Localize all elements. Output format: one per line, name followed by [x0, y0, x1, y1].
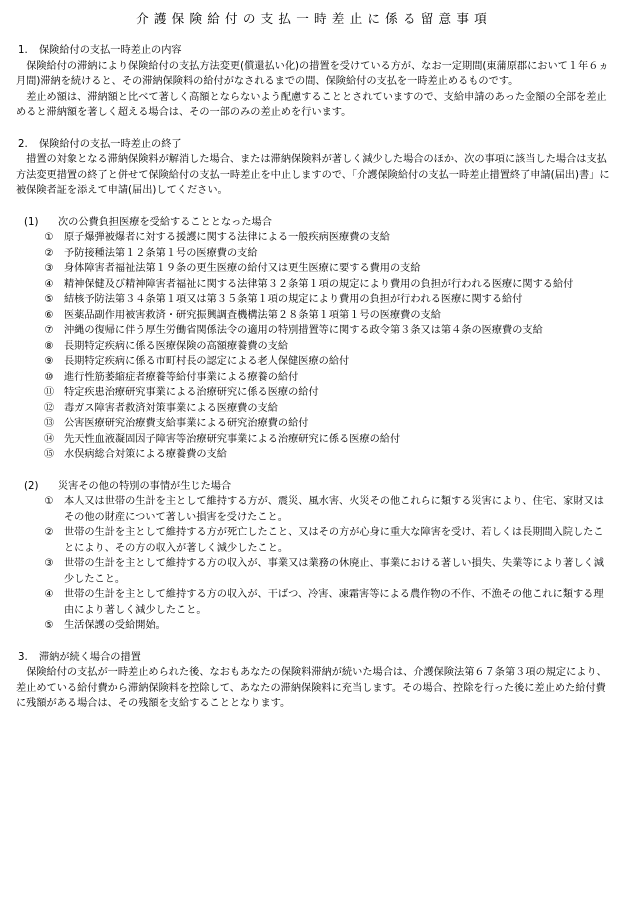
- list-item-text: 原子爆弾被爆者に対する援護に関する法律による一般疾病医療費の支給: [64, 232, 390, 243]
- list-item-text: 毒ガス障害者救済対策事業による医療費の支給: [64, 402, 278, 414]
- subsection-2-number: (2): [24, 480, 39, 492]
- section-3-number: 3.: [18, 651, 28, 663]
- list-item: [40, 385, 612, 401]
- list-item: [40, 308, 612, 324]
- subsection-1-number: (1): [24, 216, 39, 228]
- list-item-marker: ④: [44, 278, 54, 290]
- list-item-marker: ②: [44, 527, 54, 538]
- list-item-text: 本人又は世帯の生計を主として維持する方が、震災、風水害、火災その他これらに類する災害により、住宅、家財又はその他の財産について著しい損害を受けたこと。: [64, 496, 604, 523]
- subsection-1-heading: [24, 215, 612, 231]
- subsection-2-title: 災害その他の特別の事情が生じた場合: [58, 480, 232, 492]
- list-item-marker: ③: [44, 263, 54, 274]
- list-item: [40, 354, 612, 370]
- list-item-marker: ①: [44, 496, 54, 507]
- list-item-text: 世帯の生計を主として維持する方の収入が、事業又は業務の休廃止、事業における著しい損失、失業等により著しく減少したこと。: [64, 558, 604, 585]
- list-item: [40, 370, 612, 386]
- list-item: [40, 494, 612, 525]
- section-1-paragraph-2: 差止め額は、滞納額と比べて著しく高額とならないよう配慮することとされていますので、支給申請のあった金額の全部を差止めると滞納額を著しく超える場合は、その一部のみの差止めを行います。: [16, 91, 607, 118]
- subsection-1-title: 次の公費負担医療を受給することとなった場合: [58, 216, 272, 228]
- list-item-marker: ⑤: [44, 620, 54, 631]
- list-item: [40, 277, 612, 293]
- list-item-text: 身体障害者福祉法第１９条の更生医療の給付又は更生医療に要する費用の支給: [64, 263, 421, 274]
- list-item: [40, 525, 612, 556]
- list-item-marker: ⑦: [44, 325, 54, 336]
- list-item-text: 特定疾患治療研究事業による治療研究に係る医療の給付: [64, 387, 319, 398]
- section-1-number: 1.: [18, 45, 28, 56]
- list-item: [40, 339, 612, 355]
- list-item: [40, 432, 612, 448]
- list-item-marker: ⑥: [44, 309, 54, 321]
- list-item: [40, 292, 612, 308]
- list-item-text: 沖縄の復帰に伴う厚生労働省関係法令の適用の特別措置等に関する政令第３条又は第４条の医療費の支給: [64, 325, 543, 336]
- list-item-marker: ③: [44, 558, 54, 569]
- document-title: 介護保険給付の支払一時差止に係る留意事項: [136, 11, 492, 26]
- section-3-paragraph-1: 保険給付の支払が一時差止められた後、なおもあなたの保険料滞納が続いた場合は、介護保険法第６７条第３項の規定により、差止めている給付費から滞納保険料を控除して、あなたの滞納保険料に充当します。その場合、控除を行った後に差止めた給付費に残額がある場合は、その残額を支給することとなります。: [16, 667, 607, 709]
- list-item-marker: ④: [44, 589, 54, 600]
- list-item-text: 長期特定疾病に係る市町村長の認定による老人保健医療の給付: [64, 356, 350, 367]
- section-1-heading: [16, 43, 612, 59]
- list-item-marker: ⑨: [44, 356, 54, 367]
- list-item-marker: ⑫: [43, 402, 55, 414]
- list-item-text: 結核予防法第３４条第１項又は第３５条第１項の規定により費用の負担が行われる医療に関する給付: [64, 294, 523, 305]
- list-item-marker: ⑭: [43, 433, 55, 445]
- list-item-marker: ⑤: [44, 294, 54, 305]
- list-item: [40, 401, 612, 417]
- list-item-text: 予防接種法第１２条第１号の医療費の支給: [64, 247, 258, 259]
- list-item: [40, 447, 612, 463]
- section-1-title: 保険給付の支払一時差止の内容: [39, 45, 182, 56]
- section-2-number: 2.: [18, 138, 28, 150]
- list-item: [40, 246, 612, 262]
- section-1-paragraph-1: 保険給付の滞納により保険給付の支払方法変更(償還払い化)の措置を受けている方が、なお一定期間(東蒲原郡において１年６ヵ月間)滞納を続けると、その滞納保険料の給付がなされるまでの間、保険給付の支払を一時差止めるものです。: [16, 60, 609, 87]
- section-3-title: 滞納が続く場合の措置: [39, 651, 141, 663]
- section-2-heading: [16, 137, 612, 153]
- list-item-text: 進行性筋萎縮症者療養等給付事業による療養の給付: [64, 371, 299, 383]
- list-item-text: 精神保健及び精神障害者福祉に関する法律第３２条第１項の規定により費用の負担が行われる医療に関する給付: [64, 278, 574, 290]
- list-item-marker: ⑪: [43, 387, 55, 398]
- list-item-text: 水俣病総合対策による療養費の支給: [64, 449, 227, 460]
- list-item-text: 世帯の生計を主として維持する方が死亡したこと、又はその方が心身に重大な障害を受け、若しくは長期間入院したことにより、その方の収入が著しく減少したこと。: [64, 527, 604, 554]
- section-2-title: 保険給付の支払一時差止の終了: [39, 138, 182, 150]
- list-item-marker: ⑧: [44, 340, 54, 352]
- section-2-paragraph-1: 措置の対象となる滞納保険料が解消した場合、または滞納保険料が著しく減少した場合のほか、次の事項に該当した場合は支払方法変更措置の終了と併せて保険給付の支払一時差止を中止しますので、「介護保険給付の支払一時差止措置終了申請(届出)書」に被保険者証を添えて申請(届出)してください。: [16, 154, 610, 196]
- subsection-1-list: [16, 230, 612, 463]
- list-item: [40, 230, 612, 246]
- list-item-marker: ⑩: [44, 371, 54, 383]
- list-item-text: 公害医療研究治療費支給事業による研究治療費の給付: [64, 418, 309, 429]
- list-item: [40, 323, 612, 339]
- list-item-text: 生活保護の受給開始。: [64, 620, 166, 631]
- list-item: [40, 618, 612, 634]
- list-item-text: 長期特定疾病に係る医療保険の高額療養費の支給: [64, 340, 289, 352]
- list-item-text: 世帯の生計を主として維持する方の収入が、干ばつ、冷害、凍霜害等による農作物の不作、不漁その他これに類する理由により著しく減少したこと。: [64, 589, 604, 616]
- list-item: [40, 556, 612, 587]
- list-item-marker: ⑬: [43, 418, 55, 429]
- list-item-marker: ⑮: [43, 449, 55, 460]
- list-item: [40, 587, 612, 618]
- list-item-text: 医薬品副作用被害救済・研究振興調査機構法第２８条第１項第１号の医療費の支給: [64, 309, 441, 321]
- list-item: [40, 416, 612, 432]
- section-3-heading: [16, 650, 612, 666]
- subsection-2-list: [16, 494, 612, 634]
- list-item: [40, 261, 612, 277]
- list-item-text: 先天性血液凝固因子障害等治療研究事業による治療研究に係る医療の給付: [64, 433, 401, 445]
- subsection-2-heading: [24, 479, 612, 495]
- list-item-marker: ①: [44, 232, 54, 243]
- list-item-marker: ②: [44, 247, 54, 259]
